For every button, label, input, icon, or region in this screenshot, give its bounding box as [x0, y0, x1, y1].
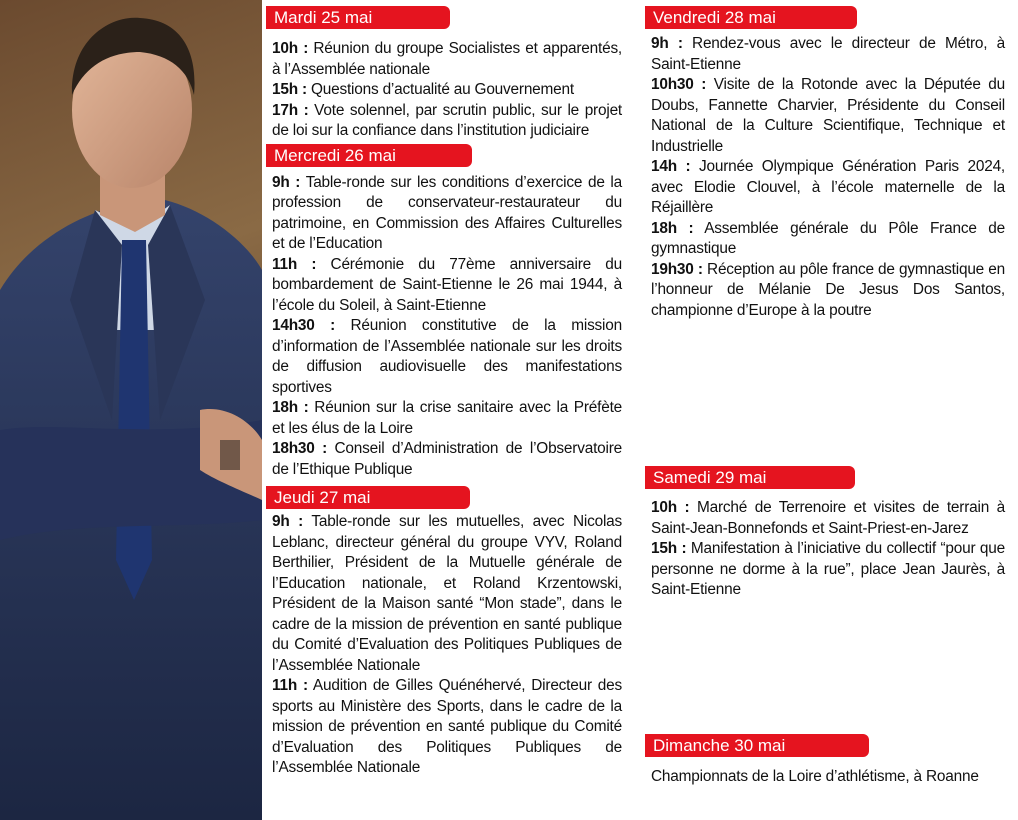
agenda-entry [651, 219, 1005, 260]
day-entries [645, 767, 1009, 788]
day-header: Dimanche 30 mai [645, 734, 869, 757]
entry-text: Réunion constitutive de la mission d’information de l’Assemblée nationale sur les droits de diffusion audiovisuelle des manifestations sportives [272, 317, 622, 396]
agenda-entry [272, 101, 622, 142]
entry-text: Manifestation à l’iniciative du collectif “pour que personne ne dorme à la rue”, place Jean Jaurès, à Saint-Etienne [651, 540, 1006, 598]
entry-text: Réunion du groupe Socialistes et apparentés, à l’Assemblée nationale [272, 40, 623, 78]
entry-time: 14h30 : [272, 317, 336, 334]
agenda-entry [651, 539, 1005, 601]
schedule-column-middle [266, 6, 626, 779]
agenda-entry [272, 80, 622, 101]
agenda-entry [272, 316, 622, 398]
agenda-entry [272, 398, 622, 439]
entry-time: 9h : [272, 173, 301, 191]
entry-text: Rendez-vous avec le directeur de Métro, à Saint-Etienne [651, 35, 1005, 73]
day-header: Mercredi 26 mai [266, 144, 472, 167]
entry-time: 10h : [272, 40, 309, 57]
agenda-entry [272, 676, 622, 779]
agenda-entry [651, 157, 1005, 219]
day-block-mercredi [266, 144, 626, 481]
day-block-dimanche [645, 734, 1009, 788]
day-header: Samedi 29 mai [645, 466, 855, 489]
portrait-illustration [0, 0, 262, 820]
entry-text: Journée Olympique Génération Paris 2024, avec Elodie Clouvel, à l’école maternelle de la Réjaillère [651, 158, 1005, 216]
agenda-entry [651, 260, 1005, 322]
day-header: Jeudi 27 mai [266, 486, 470, 509]
entry-text: Table-ronde sur les conditions d’exercice de la profession de conservateur-restaurateur du patrimoine, en Commission des Affaires Culturelles et de l’Education [272, 173, 623, 252]
entry-time: 11h : [272, 677, 308, 694]
day-entries [266, 512, 626, 779]
day-block-jeudi [266, 486, 626, 779]
agenda-entry [272, 39, 622, 80]
agenda-entry [651, 498, 1005, 539]
entry-time: 18h : [651, 219, 694, 237]
schedule-column-right [645, 6, 1009, 785]
entry-time: 19h30 : [651, 260, 703, 278]
entry-time: 15h : [651, 540, 687, 557]
day-entries [266, 173, 626, 481]
entry-time: 17h : [272, 101, 309, 119]
agenda-entry [272, 255, 622, 317]
entry-text: Assemblée générale du Pôle France de gymnastique [651, 219, 1005, 257]
portrait-photo [0, 0, 262, 820]
entry-text: Vote solennel, par scrutin public, sur le projet de loi sur la confiance dans l’institution judiciaire [272, 101, 622, 139]
agenda-entry [651, 34, 1005, 75]
entry-time: 18h : [272, 399, 309, 416]
entry-time: 10h30 : [651, 76, 707, 93]
entry-time: 9h : [651, 35, 683, 52]
entry-time: 14h : [651, 158, 691, 175]
entry-time: 11h : [272, 255, 317, 273]
day-block-samedi [645, 466, 1009, 601]
entry-text: Réception au pôle france de gymnastique en l’honneur de Mélanie De Jesus Dos Santos, championne d’Europe à la poutre [651, 260, 1005, 319]
day-block-mardi [266, 6, 626, 142]
entry-text: Cérémonie du 77ème anniversaire du bombardement de Saint-Etienne le 26 mai 1944, à l’école du Soleil, à Saint-Etienne [272, 255, 622, 314]
day-block-vendredi [645, 6, 1009, 321]
entry-text: Marché de Terrenoire et visites de terrain à Saint-Jean-Bonnefonds et Saint-Priest-en-Jarez [651, 499, 1006, 537]
agenda-entry [272, 439, 622, 480]
day-entries [645, 34, 1009, 321]
day-entries [645, 498, 1009, 601]
entry-text: Audition de Gilles Quénéhervé, Directeur des sports au Ministère des Sports, dans le cadre de la mission de prévention en santé publique du Comité d’Evaluation des Politiques Publiques de l’Assemblée Nationale [272, 677, 623, 776]
agenda-entry [272, 512, 622, 676]
agenda-entry [272, 173, 622, 255]
entry-text: Conseil d’Administration de l’Observatoire de l’Ethique Publique [272, 440, 623, 478]
entry-text: Visite de la Rotonde avec la Députée du Doubs, Fannette Charvier, Présidente du Conseil National de la Culture Scientifique, Technique et Industrielle [651, 76, 1005, 155]
agenda-entry [651, 767, 1005, 788]
day-header: Mardi 25 mai [266, 6, 450, 29]
entry-time: 15h : [272, 81, 307, 98]
agenda-entry [651, 75, 1005, 157]
entry-text: Questions d’actualité au Gouvernement [306, 81, 574, 98]
day-header: Vendredi 28 mai [645, 6, 857, 29]
day-entries [266, 39, 626, 142]
entry-time: 18h30 : [272, 440, 328, 457]
entry-text: Championnats de la Loire d’athlétisme, à Roanne [651, 768, 979, 785]
entry-text: Table-ronde sur les mutuelles, avec Nicolas Leblanc, directeur général du groupe VYV, Roland Berthilier, Président de la Mutuelle générale de l’Education nationale, et Roland Krzentowski, Président de la Maison santé “Mon stade”, dans le cadre de la mission de prévention en santé publique du Comité d’Evaluation des Politiques Publiques de l’Assemblée Nationale [272, 513, 623, 674]
entry-time: 9h : [272, 513, 304, 530]
entry-time: 10h : [651, 499, 690, 516]
entry-text: Réunion sur la crise sanitaire avec la Préfète et les élus de la Loire [272, 399, 623, 437]
